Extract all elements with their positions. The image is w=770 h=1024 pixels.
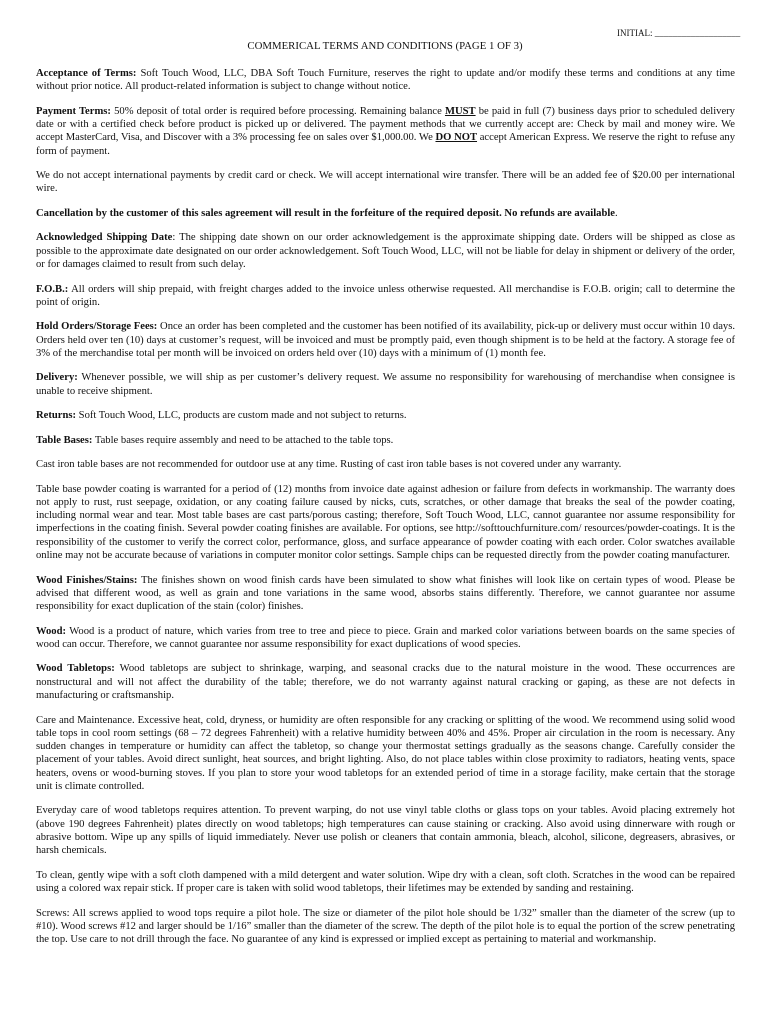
acceptance-label: Acceptance of Terms: — [36, 68, 137, 79]
shipping-paragraph — [36, 231, 735, 271]
payment-paragraph — [36, 105, 735, 158]
wood-label: Wood: — [36, 625, 67, 637]
hold-orders-label: Hold Orders/Storage Fees: — [36, 321, 158, 333]
do-not-emphasis: DO NOT — [435, 132, 478, 144]
returns-label: Returns: — [36, 410, 77, 422]
payment-label: Payment Terms: — [36, 105, 111, 117]
cast-iron-paragraph: Cast iron table bases are not recommended for outdoor use at any time. Rusting of cast iron table bases is not covered under any warranty. — [36, 459, 622, 471]
table-bases-paragraph — [36, 434, 735, 447]
payment-text-3: accept American Express. We reserve the right to refuse any form of payment. — [36, 132, 735, 157]
fob-paragraph — [36, 283, 735, 310]
fob-label: F.O.B.: — [36, 283, 69, 295]
wood-finishes-text: The finishes shown on wood finish cards have been simulated to show what finishes will look like on certain types of wood. Please be advised that different wood, as well as grain and tone variations in the same wood, absorbs stains differently. Therefore, we cannot guarantee nor assume responsibility for exact duplication of the stain (color) finishes. — [36, 574, 735, 613]
acceptance-text: Soft Touch Wood, LLC, DBA Soft Touch Furniture, reserves the right to update and/or modify these terms and conditions at any time without prior notice. All product-related information is subject to change without notice. — [36, 68, 735, 93]
international-paragraph: We do not accept international payments by credit card or check. We will accept international wire transfer. There will be an added fee of $20.00 per international wire. — [36, 170, 735, 195]
wood-paragraph — [36, 625, 735, 652]
hold-orders-paragraph — [36, 320, 735, 360]
delivery-label: Delivery: — [36, 372, 78, 384]
delivery-paragraph — [36, 371, 735, 398]
table-bases-label: Table Bases: — [36, 434, 93, 446]
screws-paragraph: Screws: All screws applied to wood tops require a pilot hole. The size or diameter of the pilot hole should be 1/32” smaller than the diameter of the screw (up to #10). Wood screws #12 and larger should be 1/16” smaller than the diameter of the screw. The depth of the pilot hole is to equal the portion of the screw penetrating the top. Use care to not drill through the face. No guarantee of any kind is expressed or implied except as pertaining to material and workmanship. — [36, 907, 735, 946]
payment-text-1: 50% deposit of total order is required before processing. Remaining balance — [110, 105, 445, 117]
must-emphasis: MUST — [444, 105, 476, 117]
care-paragraph: Care and Maintenance. Excessive heat, cold, dryness, or humidity are often responsible for any cracking or splitting of the wood. We recommend using solid wood table tops in cool room settings (68 – 72 degrees Fahrenheit) with a relative humidity between 40% and 45%. Proper air circulation in the room is necessary. Any sudden changes in temperature or humidity can affect the tabletop, so change your thermostat settings gradually as the seasons change. Carefully consider the placement of your tables. Avoid direct sunlight, heat sources, and bright lighting. Also, do not place tables within close proximity to radiators, heating vents, space heaters, ovens or wood-burning stoves. If you plan to store your wood tabletops for an extended period of time in a storage facility, make certain that the storage unit is climate controlled. — [36, 714, 735, 792]
everyday-care-paragraph: Everyday care of wood tabletops requires attention. To prevent warping, do not use vinyl table cloths or glass tops on your tables. Avoid placing extremely hot (above 190 degrees Fahrenheit) plates directly on wood tabletops; high temperatures can cause staining or cracking. Also avoid using dinnerware with rough or abrasive bottom. Wipe up any spills of liquid immediately. Never use polish or cleaners that contain ammonia, bleach, alcohol, silicone, degreasers, abrasives, or harsh chemicals. — [36, 805, 735, 857]
shipping-text: : The shipping date shown on our order acknowledgement is the approximate shipping date. Orders will be shipped as close as possible to the approximate date designated on our order acknowledgement. Soft Touch Wood, LLC, will not be liable for delay in shipment or delivery of the order, or for damages claimed to result from such delay. — [36, 232, 735, 271]
initial-line: INITIAL: ___________________ — [617, 28, 741, 38]
acceptance-paragraph — [36, 67, 735, 94]
hold-orders-text: Once an order has been completed and the customer has been notified of its availability, pick-up or delivery must occur within 10 days. Orders held over ten (10) days at customer’s request, will be invoiced and must be promptly paid, even though shipment is to be held at the factory. A storage fee of 3% of the merchandise total per month will be invoiced on orders held over (10) days with a minimum of (1) month fee. — [36, 321, 735, 359]
cancellation-text: Cancellation by the customer of this sales agreement will result in the forfeiture of the required deposit. No refunds are available — [36, 207, 615, 219]
returns-paragraph — [36, 409, 735, 422]
terms-body — [36, 67, 735, 958]
wood-finishes-label: Wood Finishes/Stains: — [36, 574, 138, 586]
wood-tabletops-paragraph — [36, 662, 735, 702]
page-title: COMMERICAL TERMS AND CONDITIONS (PAGE 1 OF 3) — [247, 40, 523, 52]
fob-text: All orders will ship prepaid, with freight charges added to the invoice unless otherwise requested. All merchandise is F.O.B. origin; call to determine the point of origin. — [36, 283, 735, 308]
wood-text: Wood is a product of nature, which varies from tree to tree and piece to piece. Grain and marked color variations between boards on the same species of wood can occur. Therefore, we cannot guarantee nor assume responsibility for exact duplications of wood species. — [36, 625, 735, 650]
wood-finishes-paragraph — [36, 574, 735, 614]
wood-tabletops-label: Wood Tabletops: — [36, 663, 115, 675]
cancellation-paragraph — [36, 207, 735, 220]
cancellation-period: . — [614, 207, 618, 219]
delivery-text: Whenever possible, we will ship as per customer’s delivery request. We assume no responsibility for warehousing of merchandise when consignee is unable to receive shipment. — [36, 372, 735, 397]
shipping-label: Acknowledged Shipping Date — [36, 232, 173, 244]
wood-tabletops-text: Wood tabletops are subject to shrinkage, warping, and seasonal cracks due to the natural moisture in the wood. These occurrences are nonstructural and will not affect the durability of the table; therefore, we do not warranty against natural cracking or gaping, as these are not defects in manufacturing or craftsmanship. — [36, 663, 736, 702]
returns-text: Soft Touch Wood, LLC, products are custom made and not subject to returns. — [76, 410, 407, 422]
powder-coating-paragraph: Table base powder coating is warranted for a period of (12) months from invoice date against adhesion or failure from defects in workmanship. The warranty does not apply to rust, rust seepage, oxidation, or any coating failure caused by nicks, cuts, scratches, or other damage that breaks the seal of the powder coating, including normal wear and tear. Most table bases are cast parts/porous casting; therefore, Soft Touch Wood, LLC, cannot guarantee nor assume responsibility for imperfections in the coating finish. Several powder coating finishes are available. For options, see http://softtouchfurniture.com/ resources/powder-coatings. It is the responsibility of the customer to verify the correct color, performance, gloss, and surface appearance of powder coating with each order. Color swatches available online may not be accurate because of variations in computer monitor color settings. Sample chips can be requested directly from the powder coating manufacturer. — [36, 483, 735, 562]
payment-text-2: be paid in full (7) business days prior to scheduled delivery date or with a certified check before product is picked up or delivered. The payment methods that we currently accept are: Check by mail and money wire. We accept MasterCard, Visa, and Discover with a 3% processing fee on sales over $1,000.00. We — [36, 105, 735, 144]
cleaning-paragraph: To clean, gently wipe with a soft cloth dampened with a mild detergent and water solution. Wipe dry with a clean, soft cloth. Scratches in the wood can be repaired using a colored wax repair stick. If proper care is taken with solid wood tabletops, their lifetimes may be extended by sanding and restaining. — [36, 869, 735, 895]
table-bases-text: Table bases require assembly and need to be attached to the table tops. — [92, 434, 394, 446]
